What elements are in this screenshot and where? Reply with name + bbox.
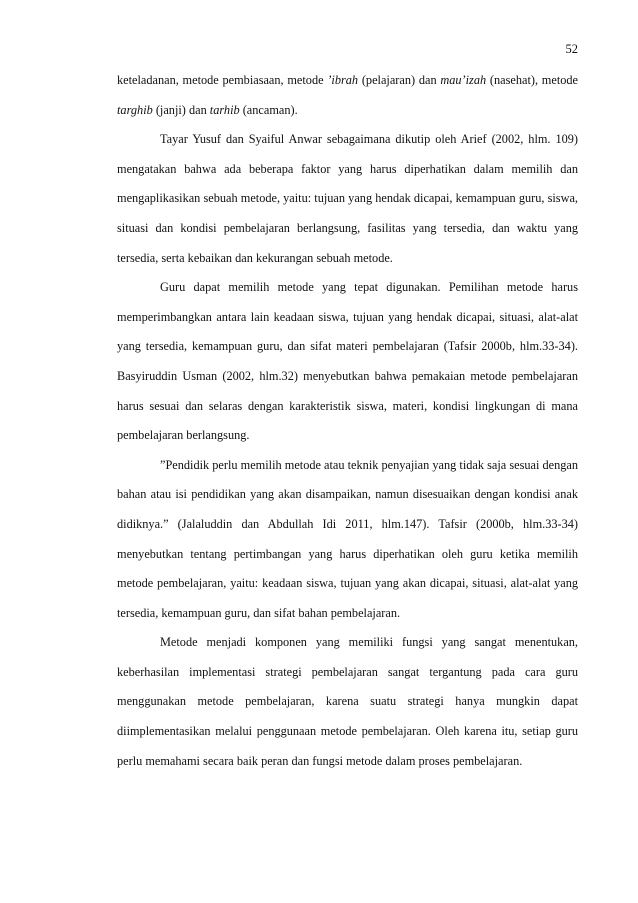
body-text [117, 66, 578, 776]
text-run-italic: targhib [117, 102, 153, 117]
text-run: Metode menjadi komponen yang memiliki fungsi yang sangat menentukan, keberhasilan implementasi strategi pembelajaran sangat tergantung pada cara guru menggunakan metode pembelajaran, karena suatu strategi hanya mungkin dapat diimplementasikan melalui penggunaan metode pembelajaran. Oleh karena itu, setiap guru perlu memahami secara baik peran dan fungsi metode dalam proses pembelajaran. [117, 635, 578, 768]
text-run: (nasehat), metode [486, 73, 578, 87]
paragraph-1 [117, 66, 578, 125]
text-run-italic: tarhib [209, 102, 240, 117]
paragraph-5 [117, 628, 578, 776]
text-run: Tayar Yusuf dan Syaiful Anwar sebagaimana dikutip oleh Arief (2002, hlm. 109) mengatakan bahwa ada beberapa faktor yang harus diperhatikan dalam memilih dan mengaplikasikan sebuah metode, yaitu: tujuan yang hendak dicapai, kemampuan guru, siswa, situasi dan kondisi pembelajaran berlangsung, fasilitas yang tersedia, dan waktu yang tersedia, serta kebaikan dan kekurangan sebuah metode. [117, 132, 578, 265]
text-run-italic: mau’izah [440, 73, 487, 87]
text-run: (janji) dan [152, 102, 210, 117]
paragraph-2 [117, 125, 578, 273]
text-run-italic: ’ibrah [327, 73, 359, 87]
text-run: (pelajaran) dan [358, 73, 441, 87]
page-number: 52 [565, 42, 578, 56]
paragraph-3 [117, 273, 578, 451]
text-run: (ancaman). [239, 102, 298, 117]
text-run: keteladanan, metode pembiasaan, metode [117, 73, 328, 87]
text-run: ”Pendidik perlu memilih metode atau teknik penyajian yang tidak saja sesuai dengan bahan atau isi pendidikan yang akan disampaikan, namun disesuaikan dengan kondisi anak didiknya.” (Jalaluddin dan Abdullah Idi 2011, hlm.147). Tafsir (2000b, hlm.33-34) menyebutkan tentang pertimbangan yang harus diperhatikan oleh guru ketika memilih metode pembelajaran, yaitu: keadaan siswa, tujuan yang akan dicapai, situasi, alat-alat yang tersedia, kemampuan guru, dan sifat bahan pembelajaran. [117, 457, 578, 620]
paragraph-4 [117, 451, 578, 629]
text-run: Guru dapat memilih metode yang tepat digunakan. Pemilihan metode harus memperimbangkan antara lain keadaan siswa, tujuan yang hendak dicapai, situasi, alat-alat yang tersedia, kemampuan guru, dan sifat materi pembelajaran (Tafsir 2000b, hlm.33-34). Basyiruddin Usman (2002, hlm.32) menyebutkan bahwa pemakaian metode pembelajaran harus sesuai dan selaras dengan karakteristik siswa, materi, kondisi lingkungan di mana pembelajaran berlangsung. [117, 280, 578, 443]
